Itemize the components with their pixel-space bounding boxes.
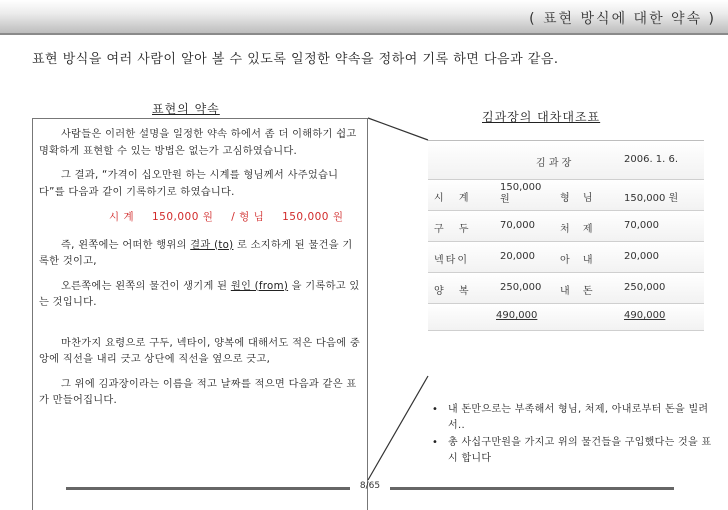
paragraph-1: 사람들은 이러한 설명을 일정한 약속 하에서 좀 더 이해하기 쉽고 명확하게 표현할 수 있는 방법은 없는가 고심하였습니다. [39, 129, 357, 157]
right-amount: 20,000 [624, 251, 659, 262]
bullet-text: 내 돈만으로는 부족해서 형님, 처제, 아내로부터 돈을 빌려서.. [448, 404, 709, 431]
bullet-icon: • [432, 437, 439, 448]
left-amount: 20,000 [500, 251, 535, 262]
bullet-item [430, 402, 716, 434]
total-left: 490,000 [496, 310, 538, 321]
right-amount: 150,000 원 [624, 193, 679, 204]
right-amount: 250,000 [624, 282, 666, 293]
right-amount: 70,000 [624, 220, 659, 231]
right-item: 처 제 [560, 224, 598, 235]
left-item: 양 복 [434, 286, 475, 297]
right-item: 아 내 [560, 255, 598, 266]
left-amount: 250,000 [500, 282, 542, 293]
p4-text-a: 오른쪽에는 왼쪽의 물건이 생기게 된 [61, 280, 231, 292]
total-right: 490,000 [624, 310, 666, 321]
right-item: 내 돈 [560, 286, 598, 297]
cause-from-term: 원인 (from) [230, 280, 289, 292]
example-amount-left: 150,000 원 [151, 211, 214, 223]
table-row [428, 211, 704, 242]
paragraph-2: 그 결과, “가격이 십오만원 하는 시계를 형님께서 사주었습니다”를 다음과 같이 기록하기로 하였습니다. [39, 170, 339, 198]
left-amount: 150,000 원 [500, 182, 542, 205]
page-number: 8/65 [359, 481, 381, 491]
footer-rule-left [66, 487, 350, 490]
bullet-item [430, 435, 716, 467]
left-amount: 70,000 [500, 220, 535, 231]
p3-text-a: 즉, 왼쪽에는 어떠한 행위의 [61, 239, 191, 251]
p3-text-b: 로 소지하게 된 물건을 기록한 것이고, [39, 239, 353, 267]
intro-text: 표현 방식을 여러 사람이 알아 볼 수 있도록 일정한 약속을 정하여 기록 하면 다음과 같음. [32, 52, 559, 67]
bullet-icon: • [432, 404, 439, 415]
paragraph-6: 그 위에 김과장이라는 이름을 적고 날짜를 적으면 다음과 같은 표가 만들어집니다. [39, 378, 357, 406]
bullet-text: 총 사십구만원을 가지고 위의 물건들을 구입했다는 것을 표시 합니다 [448, 437, 712, 464]
left-item: 시 계 [434, 193, 475, 204]
footer-rule-right [390, 487, 674, 490]
example-item-brother: / 형 님 [231, 211, 265, 223]
balance-sheet-table [428, 140, 704, 331]
result-to-term: 결과 (to) [190, 239, 234, 251]
right-item: 형 님 [560, 193, 598, 204]
left-heading: 표현의 약속 [152, 102, 220, 116]
table-total-row [428, 304, 704, 331]
example-amount-right: 150,000 원 [282, 211, 344, 223]
left-item: 구 두 [434, 224, 475, 235]
p4-text-b: 을 기록하고 있는 것입니다. [39, 280, 360, 308]
sheet-date: 2006. 1. 6. [624, 154, 679, 165]
balance-sheet-heading: 김과장의 대차대조표 [482, 110, 601, 124]
table-row [428, 242, 704, 273]
table-row [428, 180, 704, 211]
owner-name: 김 과 장 [536, 158, 572, 169]
summary-bullets [430, 402, 716, 468]
paragraph-5: 마찬가지 요령으로 구두, 넥타이, 양복에 대해서도 적은 다음에 중앙에 직선을 내리 긋고 상단에 직선을 옆으로 긋고, [39, 337, 361, 365]
example-item-watch: 시 계 [109, 211, 135, 223]
page-title: ( 표현 방식에 대한 약속 ) [529, 11, 716, 27]
table-row [428, 273, 704, 304]
table-header-row [428, 140, 704, 180]
left-item: 넥타이 [434, 255, 469, 266]
